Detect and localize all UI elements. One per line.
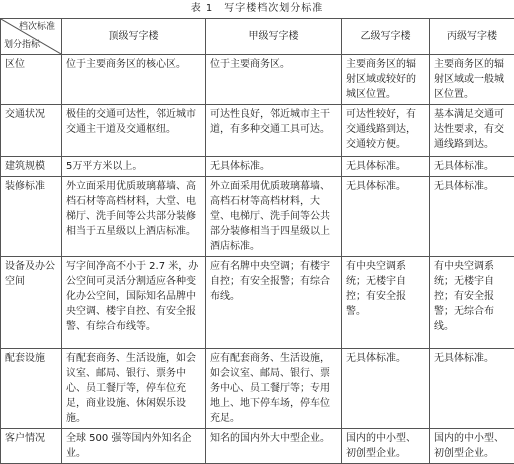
row-label: 设备及办公空间	[1, 257, 62, 349]
table-cell: 写字间净高不小于 2.7 米，办公空间可灵活分割适应各种变化办公空间，国际知名品牌中央空调、楼宇自控、有安全报警、有综合布线等。	[62, 257, 206, 349]
grade-header-a: 甲级写字楼	[206, 19, 342, 55]
table-title: 表 1 写字楼档次划分标准	[0, 0, 514, 18]
table-cell: 有中央空调系统；无楼宇自控；有安全报警；无综合布线。	[430, 257, 514, 349]
table-cell: 全球 500 强等国内外知名企业。	[62, 429, 206, 464]
corner-bottom-label: 划分指标	[4, 38, 40, 53]
table-cell: 无具体标准。	[206, 157, 342, 177]
table-cell: 无具体标准。	[342, 177, 430, 257]
table-cell: 基本满足交通可达性要求，有交通线路到达。	[430, 105, 514, 157]
grade-standards-table-container	[0, 18, 514, 439]
table-cell: 应有配套商务、生活设施，如会议室、邮局、银行、票务中心、员工餐厅等；专用地上、地下停车场，停车位充足。	[206, 349, 342, 429]
grade-standards-table	[0, 18, 514, 464]
corner-top-label: 档次标准	[19, 20, 55, 35]
table-cell: 知名的国内外大中型企业。	[206, 429, 342, 464]
table-cell: 有配套商务、生活设施，如会议室、邮局、银行、票务中心、员工餐厅等，停车位充足，商业设施、休闲娱乐设施。	[62, 349, 206, 429]
table-cell: 无具体标准。	[342, 349, 430, 429]
table-row	[1, 55, 514, 105]
table-cell: 无具体标准。	[342, 157, 430, 177]
table-cell: 可达性较好，有交通线路到达，交通较方便。	[342, 105, 430, 157]
table-cell: 位于主要商务区。	[206, 55, 342, 105]
table-row	[1, 177, 514, 257]
table-cell: 可达性良好，邻近城市主干道，有多种交通工具可达。	[206, 105, 342, 157]
table-row	[1, 157, 514, 177]
grade-header-b: 乙级写字楼	[342, 19, 430, 55]
row-label: 区位	[1, 55, 62, 105]
table-cell: 国内的中小型、初创型企业。	[342, 429, 430, 464]
row-label: 客户情况	[1, 429, 62, 464]
row-label: 装修标准	[1, 177, 62, 257]
grade-header-top: 顶级写字楼	[62, 19, 206, 55]
table-row	[1, 105, 514, 157]
table-cell: 应有名牌中央空调；有楼宇自控；有安全报警；有综合布线。	[206, 257, 342, 349]
row-label: 建筑规模	[1, 157, 62, 177]
table-cell: 外立面采用优质玻璃幕墙、高档石材等高档材料，大堂、电梯厅、洗手间等公共部分装修相当于四星级以上酒店标准。	[206, 177, 342, 257]
table-cell: 主要商务区的辐射区域或较好的城区位置。	[342, 55, 430, 105]
header-row	[1, 19, 514, 55]
table-row	[1, 429, 514, 464]
grade-header-c: 丙级写字楼	[430, 19, 514, 55]
table-cell: 极佳的交通可达性，邻近城市交通主干道及交通枢纽。	[62, 105, 206, 157]
table-cell: 5万平方米以上。	[62, 157, 206, 177]
table-cell: 无具体标准。	[430, 157, 514, 177]
table-cell: 主要商务区的辐射区域或一般城区位置。	[430, 55, 514, 105]
corner-header	[1, 19, 62, 55]
row-label: 交通状况	[1, 105, 62, 157]
table-cell: 国内的中小型、初创型企业。	[430, 429, 514, 464]
table-row	[1, 257, 514, 349]
table-row	[1, 349, 514, 429]
table-cell: 外立面采用优质玻璃幕墙、高档石材等高档材料，大堂、电梯厅、洗手间等公共部分装修相当于五星级以上酒店标准。	[62, 177, 206, 257]
table-cell: 位于主要商务区的核心区。	[62, 55, 206, 105]
table-cell: 无具体标准。	[430, 349, 514, 429]
row-label: 配套设施	[1, 349, 62, 429]
table-cell: 有中央空调系统；无楼宇自控；有安全报警。	[342, 257, 430, 349]
table-cell: 无具体标准。	[430, 177, 514, 257]
